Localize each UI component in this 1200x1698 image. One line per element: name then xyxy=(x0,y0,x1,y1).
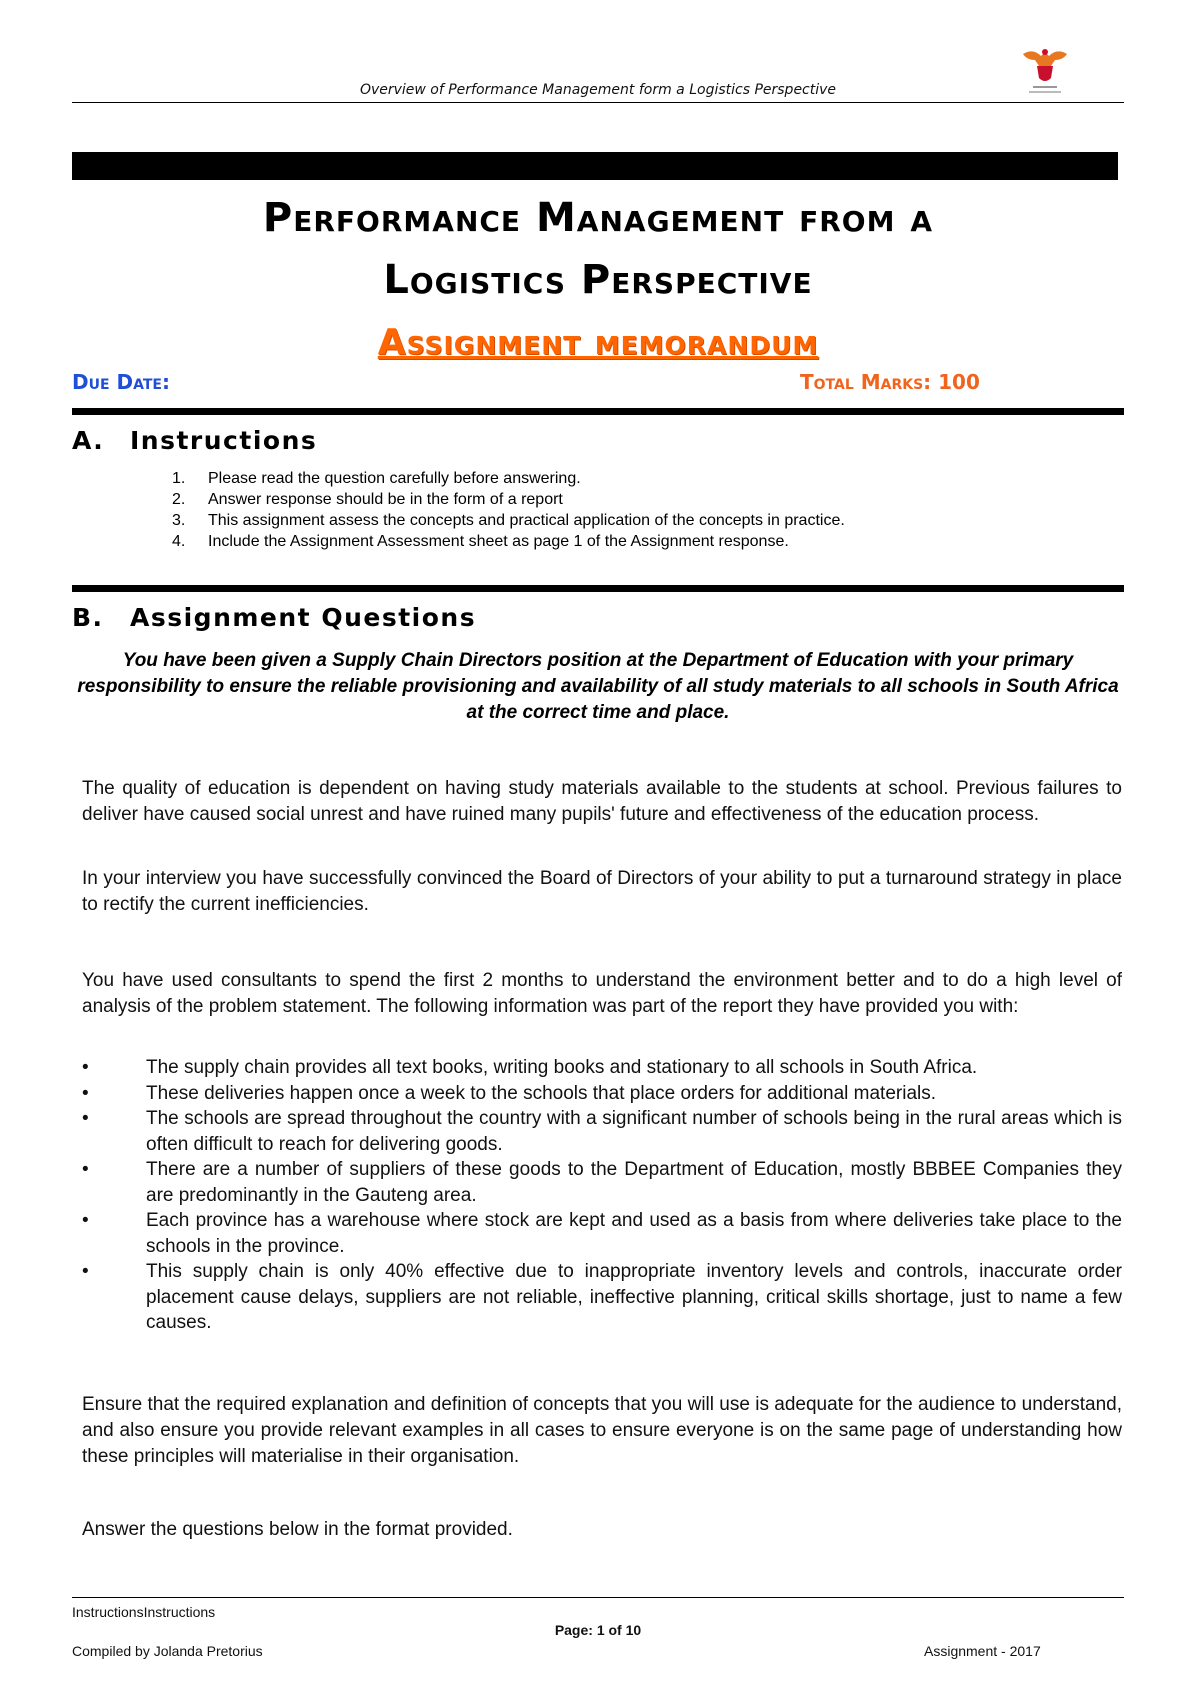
footer-compiled-by: Compiled by Jolanda Pretorius xyxy=(72,1643,263,1659)
footer-page-number: Page: 1 of 10 xyxy=(554,1622,642,1638)
list-item-text: Answer response should be in the form of a report xyxy=(208,491,563,508)
paragraph-explanation: Ensure that the required explanation and definition of concepts that you will use is adequate for the audience to understand, and also ensure you provide relevant examples in all cases to ensure everyone is on the same page of understanding how these principles will materialise in their organisation. xyxy=(82,1394,1122,1467)
list-item-number: 4. xyxy=(172,533,186,550)
footer-rule xyxy=(72,1597,1124,1598)
assignment-memorandum-heading: Assignment memorandum xyxy=(377,322,819,363)
section-b-letter: B. xyxy=(72,603,104,632)
section-b-title: Assignment Questions xyxy=(130,603,477,632)
header-rule xyxy=(72,102,1124,103)
list-item xyxy=(72,510,845,531)
document-title-line-1: Performance Management from a xyxy=(262,195,934,241)
list-item: • This supply chain is only 40% effective due to inappropriate inventory levels and controls, inaccurate order placement cause delays, suppliers are not reliable, ineffective planning, critical skills shortage, just to name a few causes. xyxy=(82,1259,1122,1336)
running-header-title: Overview of Performance Management form a Logistics Perspective xyxy=(359,82,837,98)
university-crest-logo xyxy=(1015,44,1075,98)
section-a-title: Instructions xyxy=(130,426,318,455)
instructions-list xyxy=(72,468,845,552)
section-divider-b xyxy=(72,585,1124,592)
total-marks-label: Total Marks: 100 xyxy=(800,370,980,394)
list-item-number: 1. xyxy=(172,470,186,487)
list-item xyxy=(72,531,845,552)
list-item-text: This assignment assess the concepts and practical application of the concepts in practice. xyxy=(208,512,845,529)
section-a-letter: A. xyxy=(72,426,105,455)
list-item-text: Include the Assignment Assessment sheet as page 1 of the Assignment response. xyxy=(208,533,789,550)
paragraph-interview: In your interview you have successfully convinced the Board of Directors of your ability to put a turnaround strategy in place to rectify the current inefficiencies. xyxy=(82,868,1122,915)
document-title-line-2: Logistics Perspective xyxy=(383,257,813,303)
list-item: • The schools are spread throughout the country with a significant number of schools being in the rural areas which is often difficult to reach for delivering goods. xyxy=(82,1106,1122,1157)
list-item xyxy=(72,489,845,510)
paragraph-consultants: You have used consultants to spend the first 2 months to understand the environment better and to do a high level of analysis of the problem statement. The following information was part of the report they have provided you with: xyxy=(82,970,1122,1017)
section-a-heading xyxy=(72,426,317,455)
paragraph-quality-of-education: The quality of education is dependent on having study materials available to the students at school. Previous failures to deliver have caused social unrest and have ruined many pupils' future and effectiveness of the education process. xyxy=(82,778,1122,825)
list-item: • Each province has a warehouse where stock are kept and used as a basis from where deliveries take place to the schools in the province. xyxy=(82,1208,1122,1259)
list-item xyxy=(72,468,845,489)
list-item: • There are a number of suppliers of these goods to the Department of Education, mostly BBBEE Companies they are predominantly in the Gauteng area. xyxy=(82,1157,1122,1208)
list-item: • The supply chain provides all text books, writing books and stationary to all schools in South Africa. xyxy=(82,1055,1122,1081)
footer-section-label: InstructionsInstructions xyxy=(72,1604,216,1620)
list-item-number: 2. xyxy=(172,491,186,508)
section-b-heading xyxy=(72,603,476,632)
list-item: • These deliveries happen once a week to the schools that place orders for additional materials. xyxy=(82,1081,1122,1107)
list-item-number: 3. xyxy=(172,512,186,529)
section-divider-a xyxy=(72,408,1124,415)
due-date-label: Due Date: xyxy=(72,370,170,394)
footer-assignment-year: Assignment - 2017 xyxy=(924,1643,1041,1659)
list-item-text: Please read the question carefully before answering. xyxy=(208,470,581,487)
scenario-lead-text: You have been given a Supply Chain Directors position at the Department of Education with your primary responsibility to ensure the reliable provisioning and availability of all study materials to all schools in South Africa at the correct time and place. xyxy=(77,650,1119,723)
findings-bullet-list xyxy=(82,1055,1122,1336)
title-black-bar xyxy=(72,152,1118,180)
paragraph-answer-format: Answer the questions below in the format provided. xyxy=(82,1519,513,1540)
